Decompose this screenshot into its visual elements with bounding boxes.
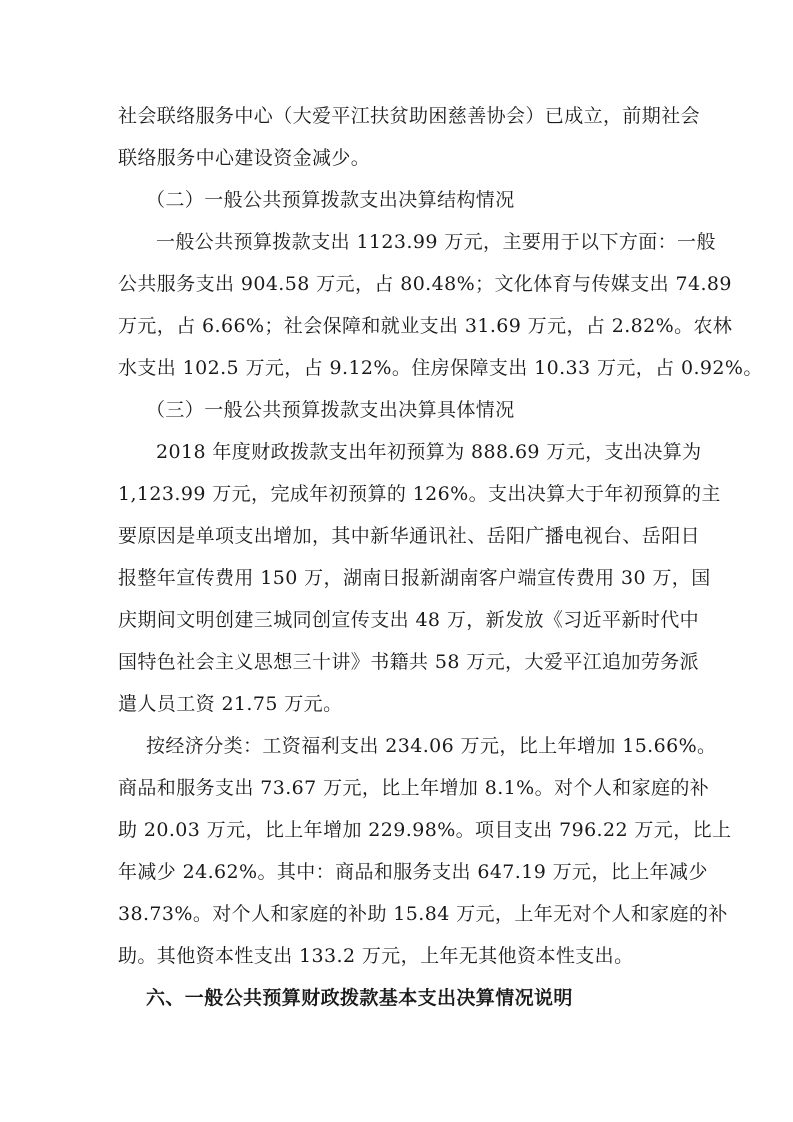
section-heading-2: （二）一般公共预算拨款支出决算结构情况 <box>146 189 515 211</box>
paragraph-6-line-4: 年减少 24.62%。其中：商品和服务支出 647.19 万元，比上年减少 <box>118 861 708 883</box>
paragraph-5-line-7: 遣人员工资 21.75 万元。 <box>118 693 343 715</box>
paragraph-5-line-6: 国特色社会主义思想三十讲》书籍共 58 万元，大爱平江追加劳务派 <box>118 651 700 673</box>
paragraph-6-line-1: 按经济分类：工资福利支出 234.06 万元，比上年增加 15.66%。 <box>146 735 717 757</box>
paragraph-3-line-1: 一般公共预算拨款支出 1123.99 万元，主要用于以下方面：一般 <box>156 231 716 253</box>
paragraph-5-line-3: 要原因是单项支出增加，其中新华通讯社、岳阳广播电视台、岳阳日 <box>118 525 701 547</box>
paragraph-5-line-5: 庆期间文明创建三城同创宣传支出 48 万，新发放《习近平新时代中 <box>118 609 700 631</box>
paragraph-6-line-5: 38.73%。对个人和家庭的补助 15.84 万元，上年无对个人和家庭的补 <box>118 903 728 925</box>
paragraph-5-line-1: 2018 年度财政拨款支出年初预算为 888.69 万元，支出决算为 <box>156 441 702 463</box>
paragraph-5-line-4: 报整年宣传费用 150 万，湖南日报新湖南客户端宣传费用 30 万，国 <box>118 567 711 589</box>
paragraph-3-line-4: 水支出 102.5 万元，占 9.12%。住房保障支出 10.33 万元，占 0.92%。 <box>118 357 763 379</box>
paragraph-6-line-2: 商品和服务支出 73.67 万元，比上年增加 8.1%。对个人和家庭的补 <box>118 777 710 799</box>
section-heading-3: （三）一般公共预算拨款支出决算具体情况 <box>146 399 515 421</box>
paragraph-3-line-3: 万元，占 6.66%；社会保障和就业支出 31.69 万元，占 2.82%。农林 <box>118 315 733 337</box>
paragraph-5-line-2: 1,123.99 万元，完成年初预算的 126%。支出决算大于年初预算的主 <box>118 483 721 505</box>
section-heading-6: 六、一般公共预算财政拨款基本支出决算情况说明 <box>146 987 573 1009</box>
paragraph-1-line-2: 联络服务中心建设资金减少。 <box>118 147 371 169</box>
paragraph-1-line-1: 社会联络服务中心（大爱平江扶贫助困慈善协会）已成立，前期社会 <box>118 105 701 127</box>
paragraph-6-line-3: 助 20.03 万元，比上年增加 229.98%。项目支出 796.22 万元，比上 <box>118 819 732 841</box>
paragraph-6-line-6: 助。其他资本性支出 133.2 万元，上年无其他资本性支出。 <box>118 945 634 967</box>
paragraph-3-line-2: 公共服务支出 904.58 万元，占 80.48%；文化体育与传媒支出 74.89 <box>118 273 732 295</box>
